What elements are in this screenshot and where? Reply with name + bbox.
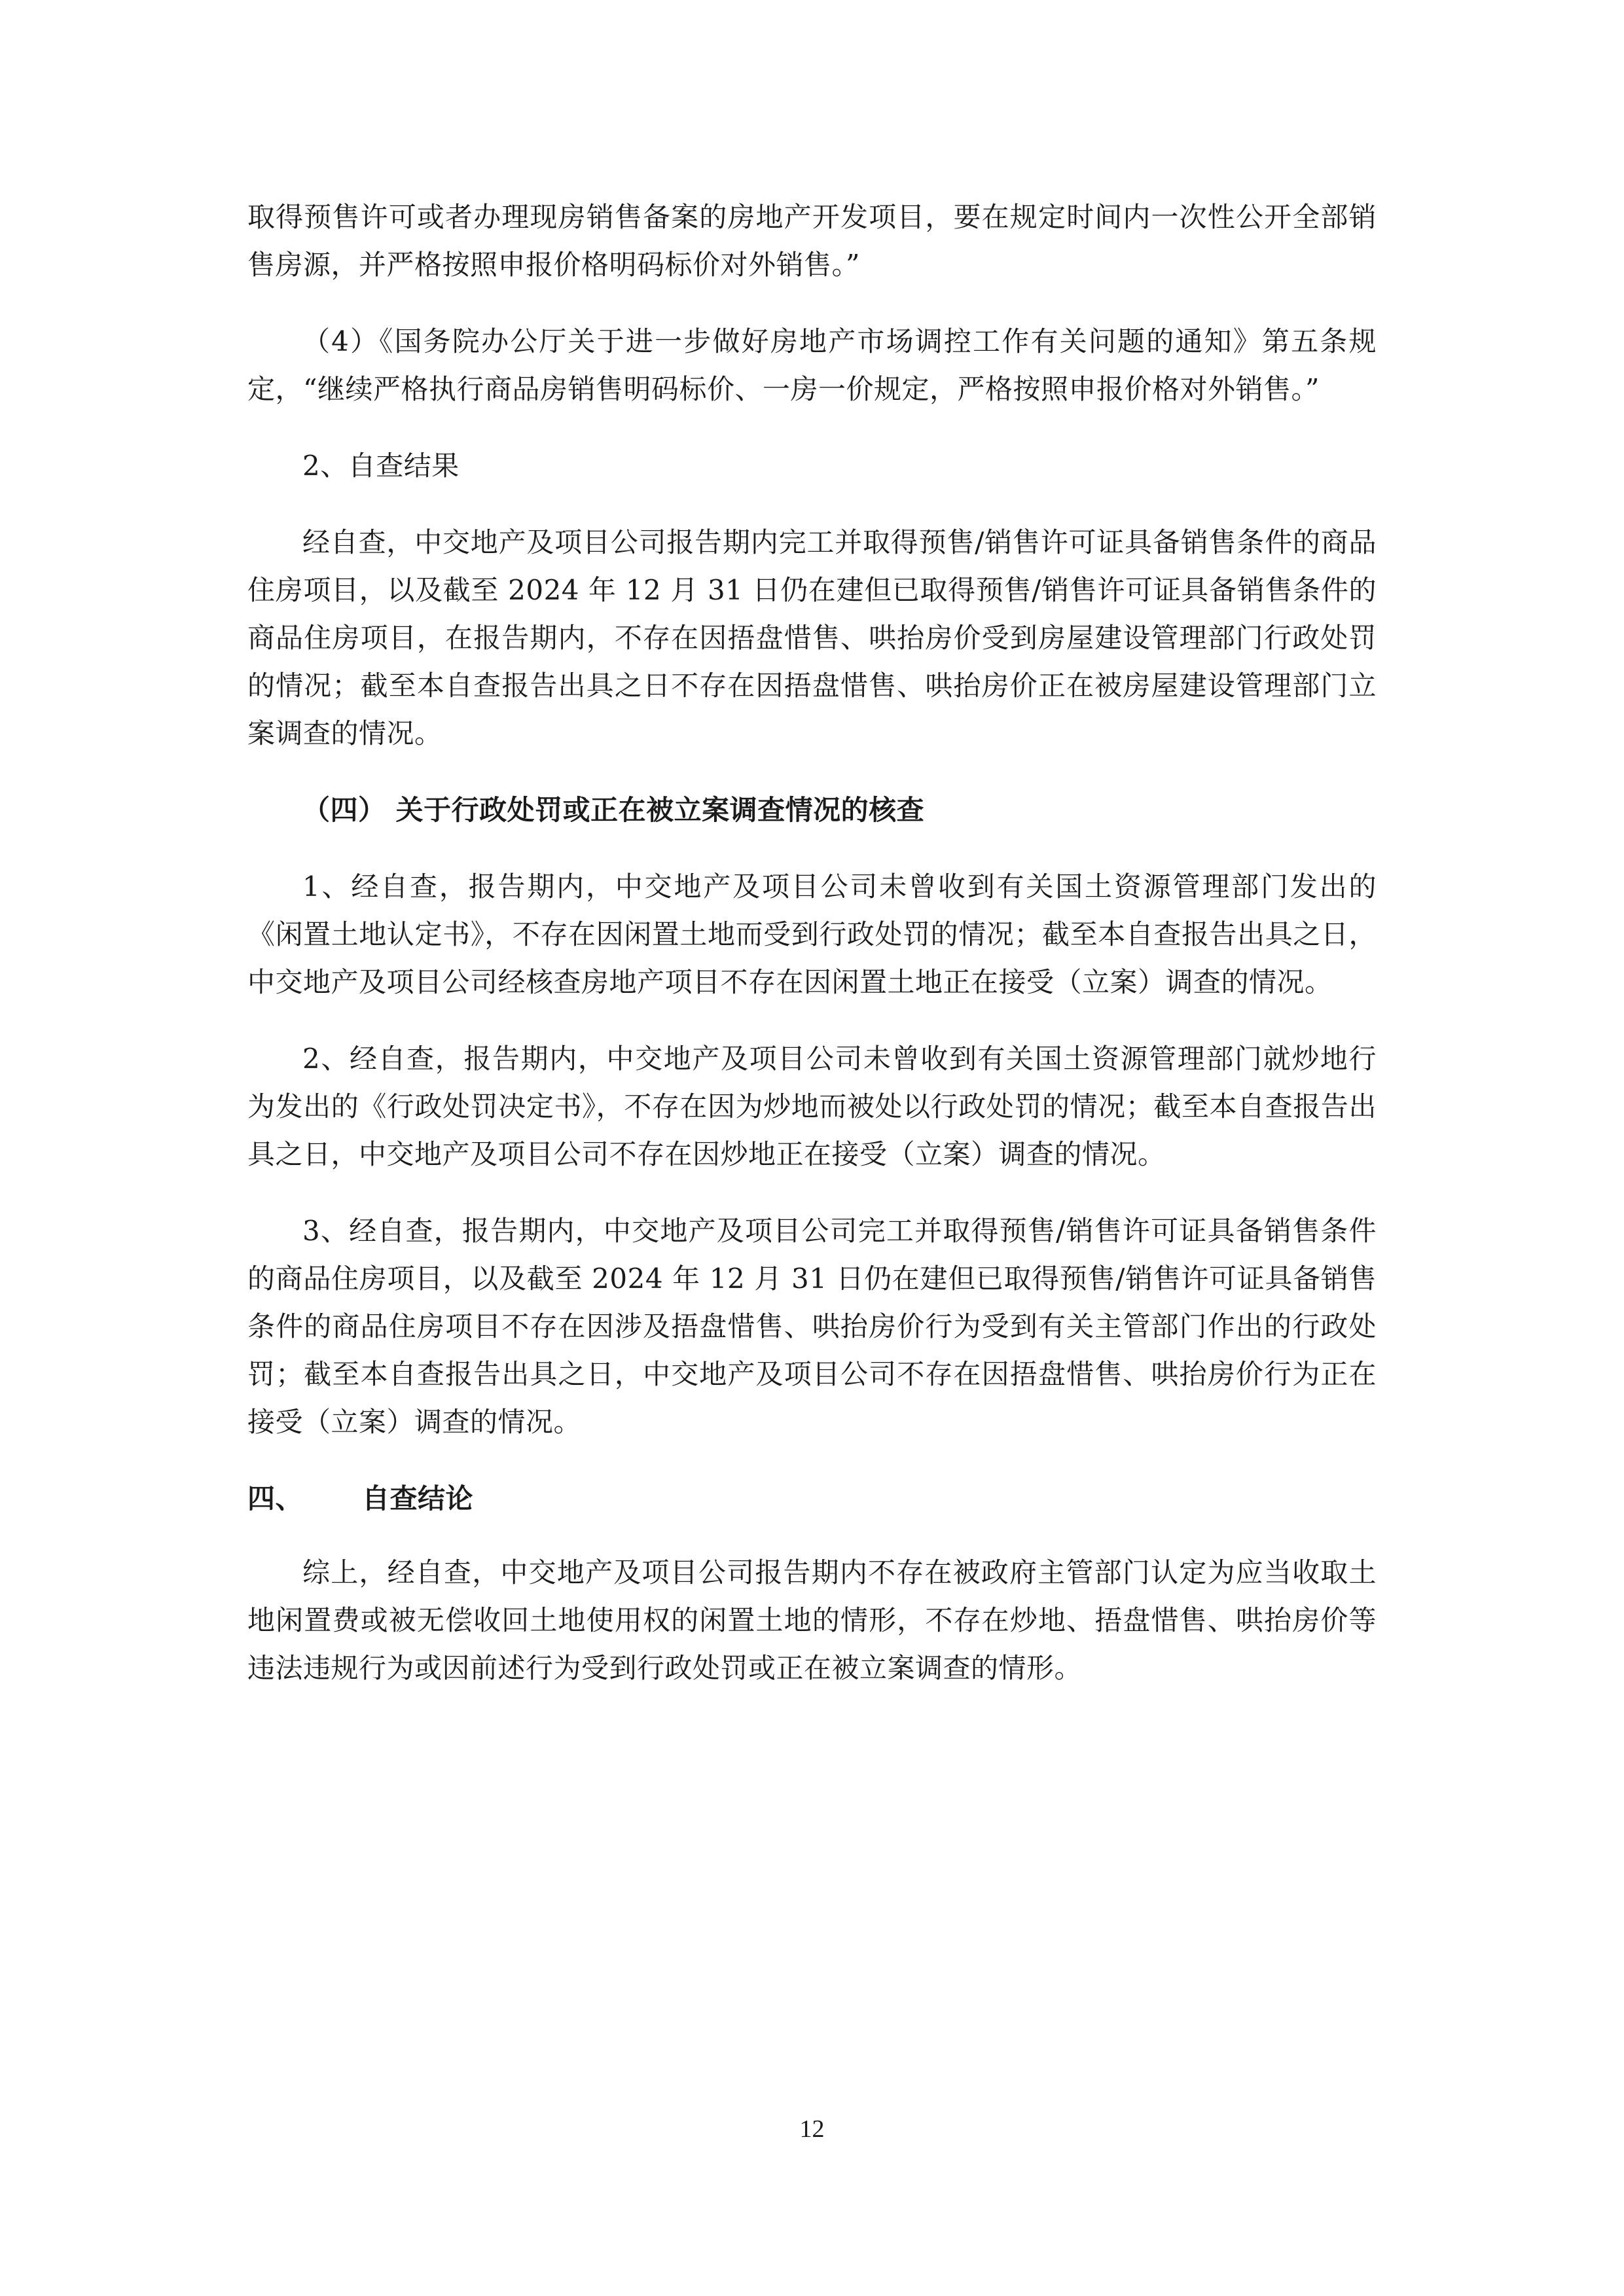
page-content	[247, 193, 1377, 1721]
section-title: 自查结论	[362, 1482, 474, 1515]
paragraph-self-check-result-heading: 2、自查结果	[302, 450, 460, 482]
section-number: 四、	[247, 1482, 304, 1515]
page-number: 12	[799, 2115, 825, 2143]
paragraph-item-1: 1、经自查，报告期内，中交地产及项目公司未曾收到有关国土资源管理部门发出的《闲置土地认定书》，不存在因闲置土地而受到行政处罚的情况；截至本自查报告出具之日，中交地产及项目公司经核查房地产项目不存在因闲置土地正在接受（立案）调查的情况。	[247, 870, 1377, 998]
paragraph-self-check-result: 经自查，中交地产及项目公司报告期内完工并取得预售/销售许可证具备销售条件的商品住房项目，以及截至 2024 年 12 月 31 日仍在建但已取得预售/销售许可证具备销售条件的商品住房项目，在报告期内，不存在因捂盘惜售、哄抬房价受到房屋建设管理部门行政处罚的情况；截至本自查报告出具之日不存在因捂盘惜售、哄抬房价正在被房屋建设管理部门立案调查的情况。	[247, 526, 1377, 749]
subsection-heading: （四） 关于行政处罚或正在被立案调查情况的核查	[302, 794, 925, 826]
section-heading	[247, 1475, 1377, 1522]
paragraph-regulation-4: （4）《国务院办公厅关于进一步做好房地产市场调控工作有关问题的通知》第五条规定，“继续严格执行商品房销售明码标价、一房一价规定，严格按照申报价格对外销售。”	[247, 325, 1377, 405]
paragraph-continued: 取得预售许可或者办理现房销售备案的房地产开发项目，要在规定时间内一次性公开全部销售房源，并严格按照申报价格明码标价对外销售。”	[247, 201, 1377, 281]
paragraph-conclusion: 综上，经自查，中交地产及项目公司报告期内不存在被政府主管部门认定为应当收取土地闲置费或被无偿收回土地使用权的闲置土地的情形，不存在炒地、捂盘惜售、哄抬房价等违法违规行为或因前述行为受到行政处罚或正在被立案调查的情形。	[247, 1556, 1377, 1684]
paragraph-item-3: 3、经自查，报告期内，中交地产及项目公司完工并取得预售/销售许可证具备销售条件的商品住房项目，以及截至 2024 年 12 月 31 日仍在建但已取得预售/销售许可证具备销售条件的商品住房项目不存在因涉及捂盘惜售、哄抬房价行为受到有关主管部门作出的行政处罚；截至本自查报告出具之日，中交地产及项目公司不存在因捂盘惜售、哄抬房价行为正在接受（立案）调查的情况。	[247, 1215, 1377, 1438]
paragraph-item-2: 2、经自查，报告期内，中交地产及项目公司未曾收到有关国土资源管理部门就炒地行为发出的《行政处罚决定书》，不存在因为炒地而被处以行政处罚的情况；截至本自查报告出具之日，中交地产及项目公司不存在因炒地正在接受（立案）调查的情况。	[247, 1043, 1377, 1170]
